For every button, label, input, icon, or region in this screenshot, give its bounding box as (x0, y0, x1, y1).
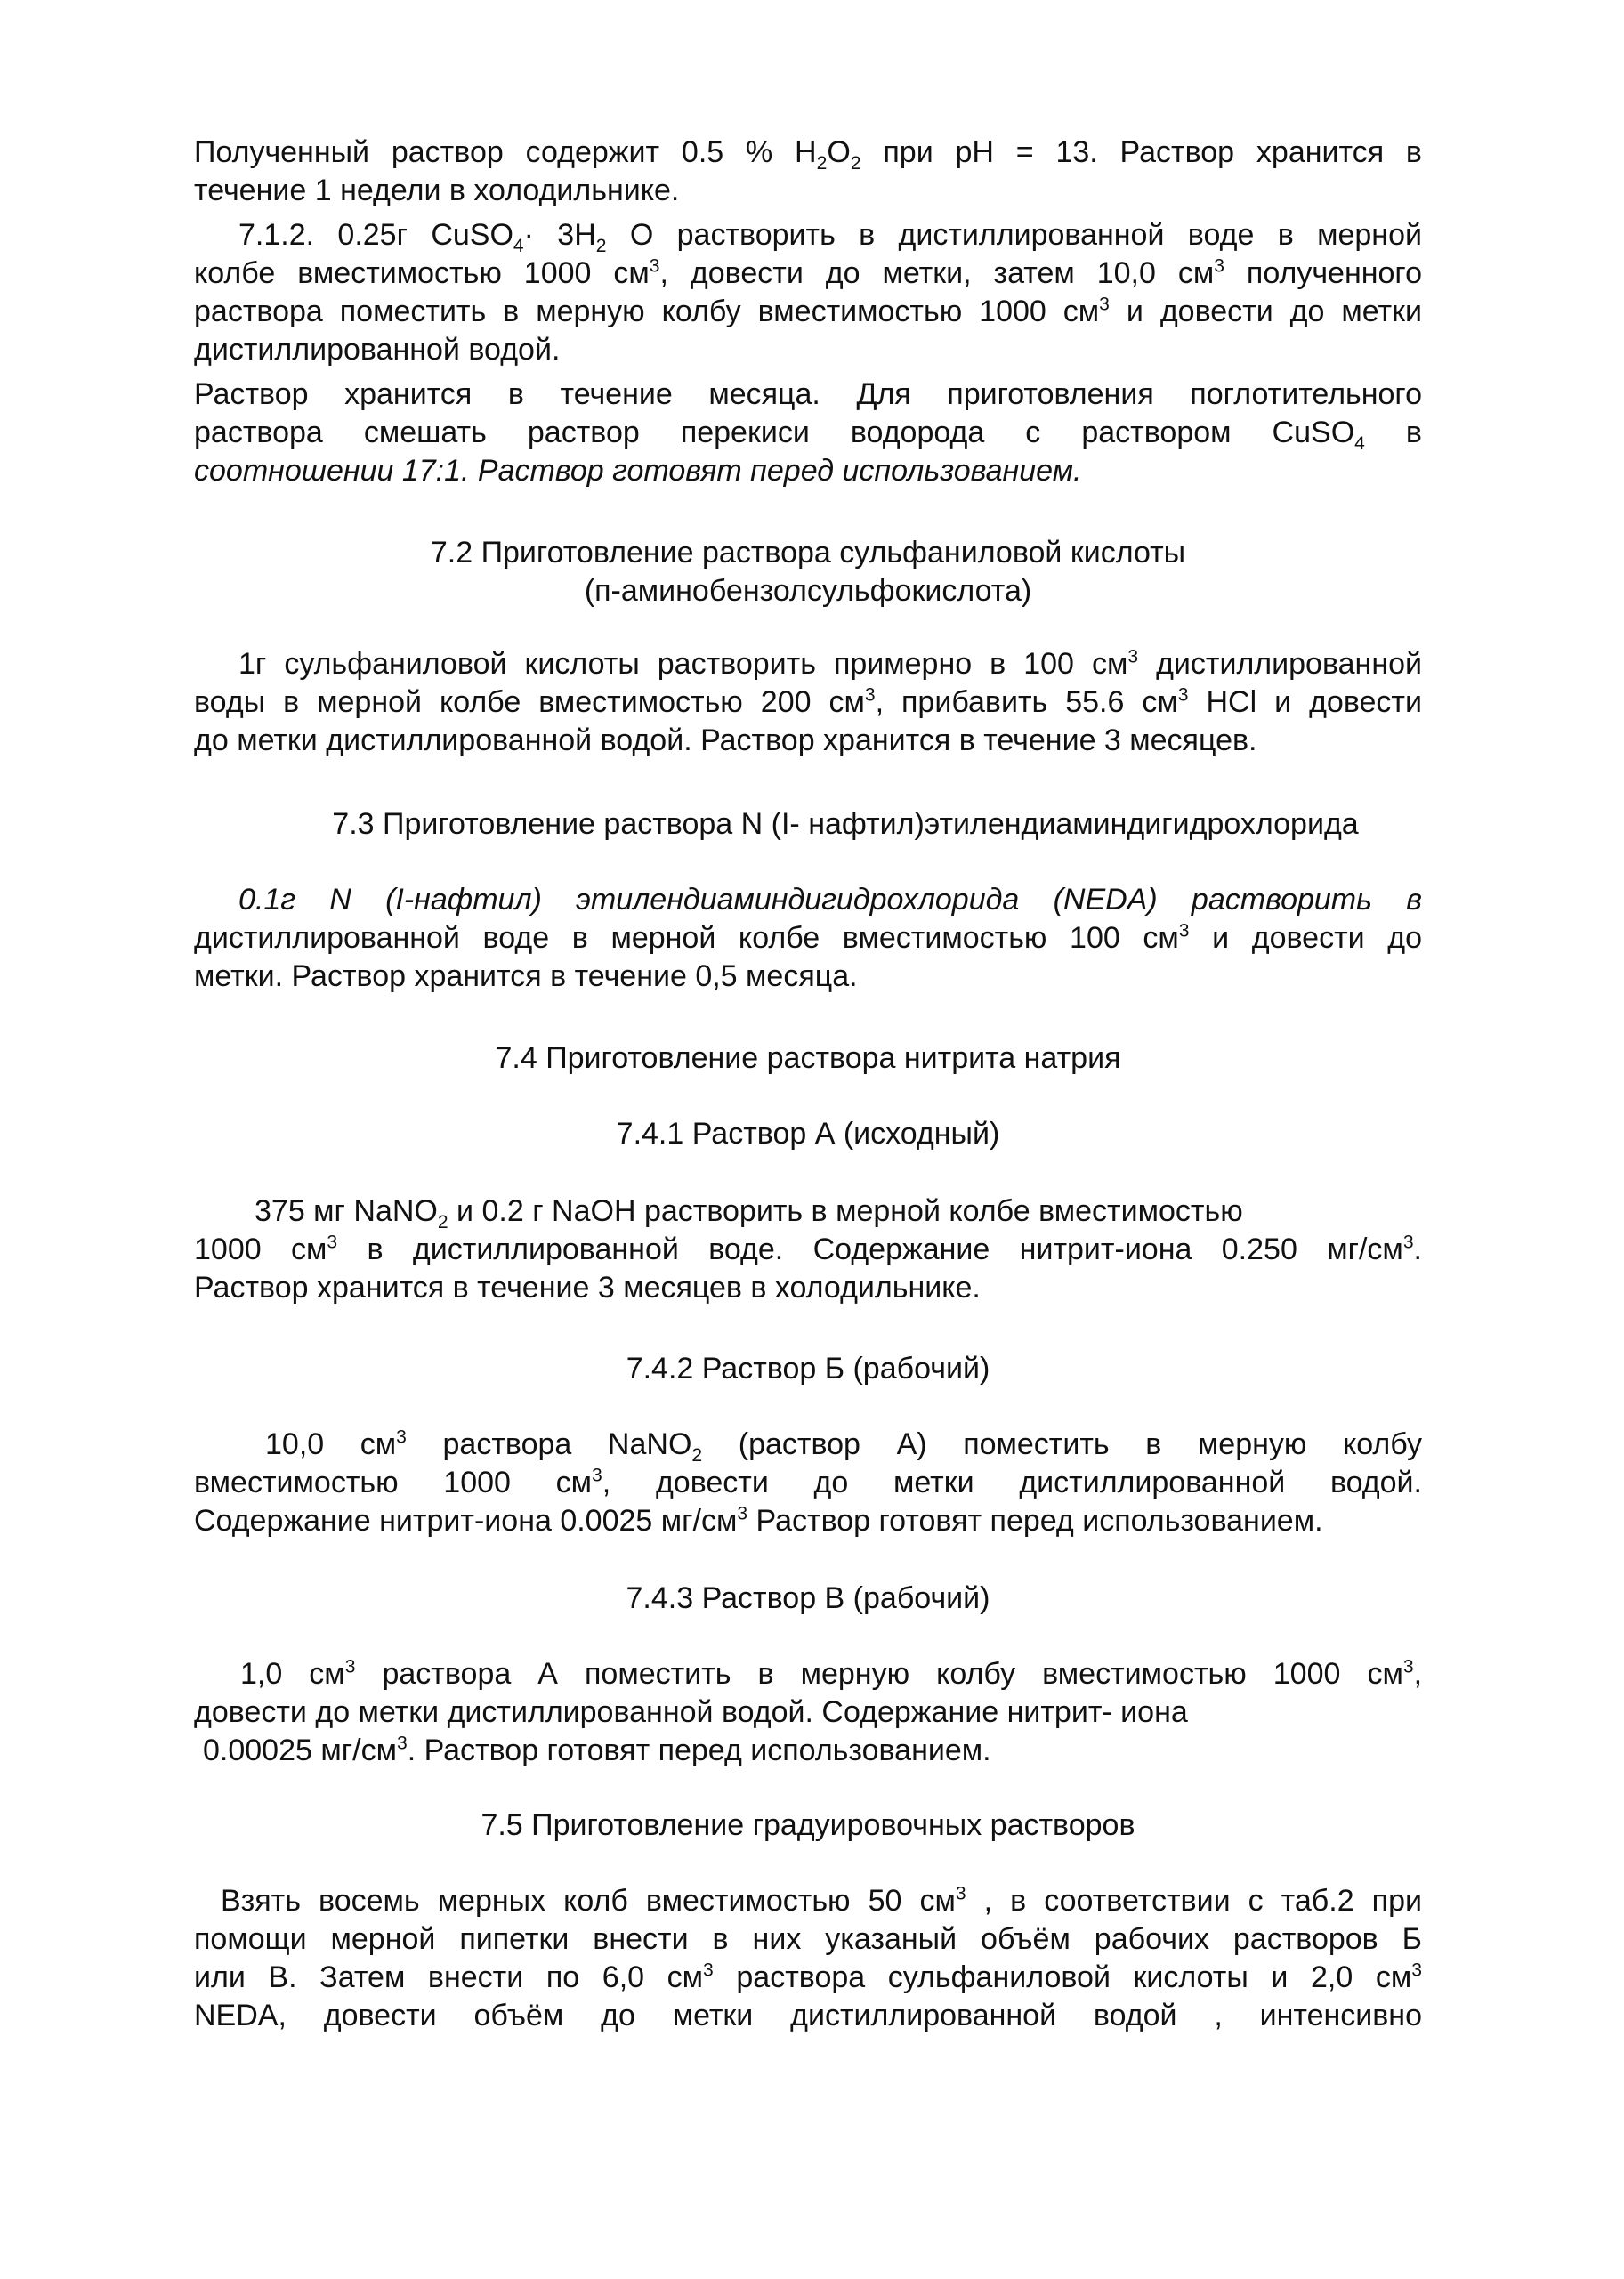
text-line: 7.1.2. 0.25г CuSO$_4$· $3H_2$ O растворить в дистиллированной воде в мерной (238, 218, 1422, 256)
heading-7-5: 7.5 Приготовление градуировочных растворов (481, 1808, 1135, 1842)
text-line: или В. Затем внести по 6,0 $см^3$ раствора сульфаниловой кислоты и 2,0 $см^3$ (194, 1960, 1422, 1994)
text-line: раствора смешать раствор перекиси водорода с раствором CuSO$_4$ в (194, 416, 1422, 454)
heading-line: 7.2 Приготовление раствора сульфаниловой кислоты (430, 536, 1186, 570)
text-line: колбе вместимостью 1000 $см^3$, довести до метки, затем 10,0 $см^3$ полученного (194, 255, 1422, 290)
paragraph-7-4-1 (194, 1192, 1422, 1307)
text-line: 375 мг NaNO$_2$ и 0.2 г NaOH растворить в мерной колбе вместимостью (255, 1194, 1243, 1232)
text-line: до метки дистиллированной водой. Раствор хранится в течение 3 месяцев. (194, 723, 1257, 757)
text-line: соотношении 17:1. Раствор готовят перед использованием. (194, 454, 1082, 488)
text-line: 0.1г N (I-нафтил) этилендиаминдигидрохлорида (NEDA) растворить в (238, 883, 1422, 917)
heading-7-4: 7.4 Приготовление раствора нитрита натрия (495, 1041, 1121, 1075)
text-line: течение 1 недели в холодильнике. (194, 174, 680, 207)
text-line: 10,0 $см^3$ раствора NaNO$_2$ (раствор А) поместить в мерную колбу (265, 1426, 1423, 1466)
heading-7-4-1: 7.4.1 Раствор А (исходный) (616, 1117, 1000, 1151)
text-line: довести до метки дистиллированной водой. Содержание нитрит- иона (194, 1695, 1188, 1729)
text-line: 1г сульфаниловой кислоты растворить примерно в 100 $см^3$ дистиллированной (238, 646, 1422, 681)
text-line: дистиллированной водой. (194, 333, 561, 367)
paragraph-7-4-3 (194, 1655, 1422, 1770)
paragraph-7-4-2 (194, 1426, 1422, 1540)
text-line: Взять восемь мерных колб вместимостью 50 $см^3$ , в соответствии с таб.2 при (221, 1883, 1422, 1918)
paragraph-7-1-2 (194, 216, 1422, 369)
heading-7-3: 7.3 Приготовление раствора N (I- нафтил)этилендиаминдигидрохлорида (332, 807, 1359, 841)
paragraph-7-2 (194, 645, 1422, 760)
text-line: помощи мерной пипетки внести в них указаный объём рабочих растворов Б (194, 1922, 1422, 1956)
heading-7-2 (194, 534, 1422, 610)
heading-7-4-3: 7.4.3 Раствор В (рабочий) (626, 1581, 990, 1615)
text-line: 1,0 $см^3$ раствора А поместить в мерную колбу вместимостью 1000 $см^3$, (240, 1656, 1423, 1691)
text-line: раствора поместить в мерную колбу вместимостью 1000 $см^3$ и довести до метки (194, 294, 1422, 328)
text-line: метки. Раствор хранится в течение 0,5 месяца. (194, 959, 858, 993)
text-line: вместимостью 1000 $см^3$, довести до метки дистиллированной водой. (194, 1465, 1422, 1499)
text-line: Полученный раствор содержит 0.5 % $H_2O_2$ при pH = 13. Раствор хранится в (194, 135, 1422, 174)
text-line: 0.00025 $мг/см^3$. Раствор готовят перед использованием. (203, 1733, 991, 1767)
text-line: Раствор хранится в течение месяца. Для приготовления поглотительного (194, 377, 1422, 411)
paragraph-h2o2-solution (194, 133, 1422, 210)
text-line: воды в мерной колбе вместимостью 200 $см^3$, прибавить 55.6 $см^3$ HCl и довести (194, 684, 1422, 719)
paragraph-7-3 (194, 881, 1422, 996)
text-line: NEDA, довести объём до метки дистиллированной водой , интенсивно (194, 1999, 1422, 2033)
heading-7-4-2: 7.4.2 Раствор Б (рабочий) (626, 1352, 990, 1386)
text-line: Содержание нитрит-иона 0.0025 $мг/см^3$ Раствор готовят перед использованием. (194, 1503, 1323, 1538)
text-line: Раствор хранится в течение 3 месяцев в холодильнике. (194, 1271, 981, 1305)
text-line: дистиллированной воде в мерной колбе вместимостью 100 $см^3$ и довести до (194, 920, 1423, 955)
paragraph-absorbing-solution (194, 376, 1422, 490)
paragraph-7-5 (194, 1882, 1422, 2035)
heading-line: (п-аминобензолсульфокислота) (584, 574, 1032, 608)
text-line: 1000 $см^3$ в дистиллированной воде. Содержание нитрит-иона 0.250 $мг/см^3$. (194, 1232, 1422, 1266)
